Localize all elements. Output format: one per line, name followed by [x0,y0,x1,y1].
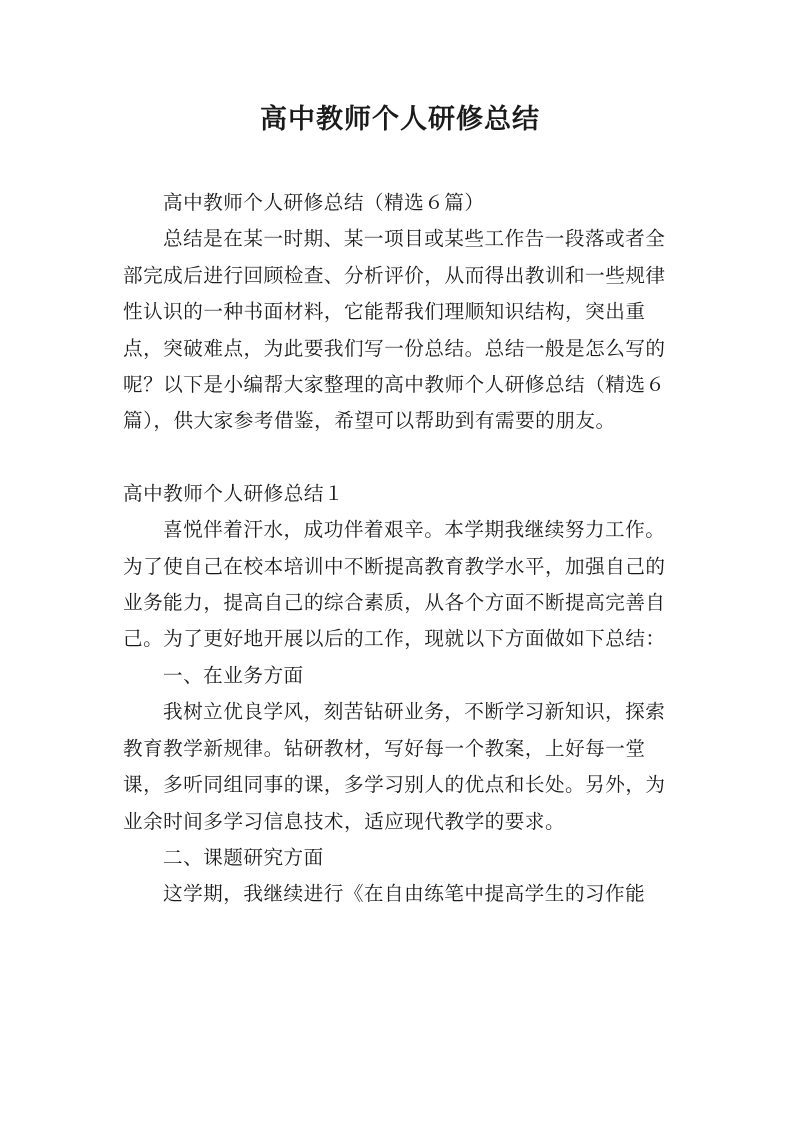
intro-subtitle: 高中教师个人研修总结（精选６篇） [163,191,485,214]
document-title: 高中教师个人研修总结 [260,104,540,135]
section-heading-1: 高中教师个人研修总结１ [123,481,345,505]
document-body [123,185,683,913]
subheading-business: 一、在业务方面 [163,663,304,687]
intro-paragraph: 总结是在某一时期、某一项目或某些工作告一段落或者全部完成后进行回顾检查、分析评价，从而得出教训和一些规律性认识的一种书面材料，它能帮我们理顺知识结构，突出重点，突破难点，为此要我们写一份总结。总结一般是怎么写的呢？以下是小编帮大家整理的高中教师个人研修总结（精选６篇），供大家参考借鉴，希望可以帮助到有需要的朋友。 [123,227,666,433]
business-paragraph: 我树立优良学风，刻苦钻研业务，不断学习新知识，探索教育教学新规律。钻研教材，写好每一个教案，上好每一堂课，多听同组同事的课，多学习别人的优点和长处。另外，为业余时间多学习信息技术，适应现代教学的要求。 [123,700,666,833]
section1-paragraph: 喜悦伴着汗水，成功伴着艰辛。本学期我继续努力工作。为了使自己在校本培训中不断提高教育教学水平，加强自己的业务能力，提高自己的综合素质，从各个方面不断提高完善自己。为了更好地开展以后的工作，现就以下方面做如下总结： [123,518,666,651]
section-spacer [123,440,683,476]
research-paragraph: 这学期，我继续进行《在自由练笔中提高学生的习作能 [163,882,646,906]
subheading-research: 二、课题研究方面 [163,845,324,869]
